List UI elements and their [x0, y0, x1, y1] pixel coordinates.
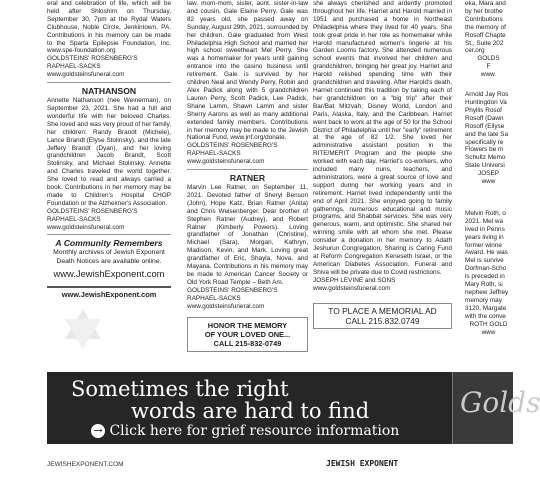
text-line: Rosoff Chapte [465, 31, 506, 39]
text-line: GOLDS [477, 55, 500, 63]
text-line: years living in [465, 233, 504, 241]
grief-resource-banner-ad[interactable] [47, 372, 540, 444]
footer-website: JEWISHEXPONENT.COM [47, 461, 124, 468]
obituary-text: Annette Nathanson (nee Weinerman), on September 23, 2021. She had a full and wonderful life with her beloved Charles. She loved and was very proud of her family, her children: Randy Brandt (Michele), Lance Brandt (Elyse Stolinsky), and the late Jeffery Brandt (Dyan), and her loving grandchildren Jacob Brandt, Scott Stolinsky, and Michael Stolinsky. Annette and Charles traveled the world together. She loved to read and always carried a book. Contributions in her memory may be made to Children's Hospital CHOP Foundation or the Alzheimer's Association. [47, 97, 171, 207]
obituary-text-rosoff [465, 91, 512, 170]
funeral-home-name: RAPHAEL-SACKS [187, 150, 241, 158]
text-line: lived in Penns [465, 225, 505, 233]
text-line: Mel is survive [465, 257, 504, 265]
funeral-home-name: RAPHAEL-SACKS [187, 294, 241, 302]
text-line: Schultz Memo [465, 154, 506, 162]
divider [47, 286, 171, 288]
text-line: and the late Sa [465, 130, 508, 138]
divider [47, 82, 171, 83]
text-line: Contributions [465, 15, 503, 23]
arrow-right-icon: → [91, 424, 105, 438]
text-line: Arnold Jay Ros [465, 91, 509, 99]
obituary-column-1 [47, 0, 171, 360]
funeral-home-url[interactable]: www.goldsteinsfuneral.com [187, 302, 265, 310]
community-remembers-url[interactable]: www.JewishExponent.com [53, 267, 165, 279]
divider [47, 234, 171, 235]
text-line: www [481, 328, 496, 336]
website-url[interactable]: www.JewishExponent.com [61, 289, 157, 299]
community-remembers-title: A Community Remembers [55, 238, 163, 249]
memorial-ad-phone: CALL 215.832.0749 [345, 315, 420, 326]
text-line: Award. He was [465, 249, 508, 257]
text-line: is preceded in [465, 273, 505, 281]
text-line: F [486, 63, 491, 71]
community-remembers-text: Monthly archives of Jewish Exponent Death Notices are available online. [53, 249, 165, 266]
banner-line-2: words are hard to find [131, 399, 370, 423]
text-line: 2021. Mel wa [465, 217, 504, 225]
obituary-column-2 [187, 0, 308, 365]
text-line: the memory of [465, 23, 506, 31]
funeral-home-name: RAPHAEL-SACKS [47, 63, 101, 71]
memorial-ad-line1: TO PLACE A MEMORIAL AD [328, 305, 437, 316]
banner-link-text: Click here for grief resource information [109, 423, 400, 439]
text-line: cer.org [465, 47, 485, 55]
text-line: ROTH GOLD [469, 320, 508, 328]
text-line: eka, Mara and [465, 0, 506, 7]
obituary-column-3 [313, 0, 452, 365]
memorial-ad[interactable] [313, 303, 452, 329]
divider [187, 169, 308, 170]
funeral-home-name: GOLDSTEINS' ROSENBERG'S [47, 207, 138, 215]
footer-publication-name: JEWISH EXPONENT [326, 459, 399, 468]
text-line: www [481, 178, 496, 186]
obituary-continued-text: law. mom-mom, sister, aunt. sister-in-law and cousin, Gale Elaine Perry. Gale was 82 years old, she passed away on Sunday, August 29th, 2021, surrounded by her children. Gale graduated from West Philadelphia High School and married her high school sweetheart Mel Perry. She was a homemaker for years until gaining entrance into the casino business until retirement. Gale is survived by her children Neal and Wendy Perry, Robin and Alex Padick along with 5 grandchildren Lauren Perry, Scott Padick, Lee Padick, Shane Lamm, Shawn Lamm and sister Sherry Aarons as well as many additional extended family members. Contributions in her memory may be made to the Jewish National Fund, www.jnf.org/donate. [187, 0, 308, 142]
obituary-text: Marvin Lee Ratner, on September 11, 2021. Devoted father of Sheryl Benson (John), Hope Katz, Brian Ratner (Anita) and Chris Weisenberger. Dear brother of Stephen Ratner (Audrey), and Robert Ratner (Kimberly Powers). Loving grandfather of Jonathan (Christine), Michael (Sara), Morgan, Kathryn, Madison, Kevin, and Mark. Loving great grandfather of Eric, Shayla, Nova, and Mayana. Contributions in his memory may be made to American Cancer Society or Old York Road Temple – Beth Am. [187, 184, 308, 286]
text-line: specifically re [465, 138, 504, 146]
funeral-home-url[interactable]: www.goldsteinsfuneral.com [47, 71, 125, 79]
funeral-home-signature [465, 170, 512, 186]
text-line: Melvin Roth, o [465, 209, 506, 217]
text-line: Rosoff (Dawn [465, 114, 504, 122]
text-line: former winne [465, 241, 502, 249]
funeral-home-url[interactable]: www.goldsteinsfuneral.com [47, 223, 125, 231]
obituary-continued-text: eral and celebration of life, which will be held after Shloshim on Thursday, September 30, 7pm at the Rydal Waters Clubhouse, Noble Circle, Jenkintown, PA. Contributions in his memory can be made to the Sparta Epilepsie Foundation, Inc. www.spe-foundation.org [47, 0, 171, 55]
obituary-name-nathanson: NATHANSON [81, 86, 137, 97]
text-line: with the conve [465, 312, 506, 320]
honor-memory-line1: HONOR THE MEMORY [207, 320, 288, 330]
goldsteins-logo: Golds [460, 386, 540, 419]
text-line: JOSEP [478, 170, 499, 178]
text-line: Flowers be m [465, 146, 504, 154]
funeral-home-url[interactable]: www.goldsteinsfuneral.com [187, 158, 265, 166]
text-line: by her brothe [465, 7, 503, 15]
text-line: www. [480, 71, 497, 79]
honor-memory-line2: OF YOUR LOVED ONE... [204, 329, 291, 339]
funeral-home-name: GOLDSTEINS' ROSENBERG'S [187, 286, 278, 294]
text-line: Phyllis Rosof [465, 106, 502, 114]
obituary-column-4 [465, 0, 512, 362]
text-line: State Universi [465, 162, 505, 170]
funeral-home-url[interactable]: www.goldsteinsfuneral.com [313, 284, 391, 292]
funeral-home-name: JOSEPH LEVINE and SONS [313, 276, 396, 284]
funeral-home-signature [465, 321, 512, 337]
text-line: St., Suite 202 [465, 39, 504, 47]
community-remembers-ad[interactable] [47, 238, 171, 279]
star-of-david-icon [53, 309, 113, 339]
page-footer [0, 459, 512, 471]
banner-link[interactable] [91, 423, 399, 440]
obituary-name-ratner: RATNER [229, 173, 266, 184]
text-line: Dorfman-Scho [465, 265, 507, 273]
obituary-text-roth [465, 210, 512, 321]
text-line: memory may [465, 296, 502, 304]
text-line: 3120, Margate [465, 304, 507, 312]
text-line: Huntingdon Va [465, 98, 507, 106]
text-line: Rosoff (Ellyse [465, 122, 505, 130]
honor-memory-ad[interactable] [187, 317, 308, 352]
text-line: nephew Jeffrey [465, 289, 509, 296]
text-line: Mary Roth, si [465, 281, 503, 289]
obituary-continued-text: she always cherished and ardently promoted throughout her life. Harriet and Harold married in 1951 and purchased a home in Northeast Philadelphia where they lived for 40 years. She took great pride in her role as homemaker while Harold manufactured women's lingerie at his Garden Looms factory. She attended numerous school events that involved her children and grandchildren, bringing her great joy. Harriet and Harold relished spending time with their grandchildren and traveling. After Harold's death, Harriet continued this tradition by taking each of her grandchildren on a "big trip" after their Bar/Bat Mitzvah; Disney World, London and Paris, Alaska, Italy, and the Caribbean. Harriet went back to work at the age of 50 for the School District of Philadelphia until her "early" retirement at the age of 82 1/2. She loved her administrative assistant position in the RITE/MERIT Program and the people she worked with each day. Harriet's co-workers, who included many nuns, teachers, and administrators, were a great source of love and support during her working years and in retirement. Harriet lived independently until the end of April 2021. She enjoyed going to family gatherings, numerous educational and music programs, and Shabbat services. She was very generous, warm, and optimistic. She shared her winning smile with all whom she met. Please consider a donation in her memory to Adath Jeshurun Congregation, Sharing is Caring Fund at Reform Congregation Keneseth Israel, or the American Diabetes Association. Funeral and Shiva will be private due to Covid restrictions. [313, 0, 452, 276]
banner-line-1: Sometimes the right [71, 377, 289, 401]
obituary-continued-text [465, 0, 512, 55]
funeral-home-signature [465, 55, 512, 79]
funeral-home-name: GOLDSTEINS' ROSENBERG'S [187, 142, 278, 150]
funeral-home-name: GOLDSTEINS' ROSENBERG'S [47, 55, 138, 63]
funeral-home-name: RAPHAEL-SACKS [47, 215, 101, 223]
honor-memory-phone: CALL 215-832-0749 [213, 338, 282, 348]
